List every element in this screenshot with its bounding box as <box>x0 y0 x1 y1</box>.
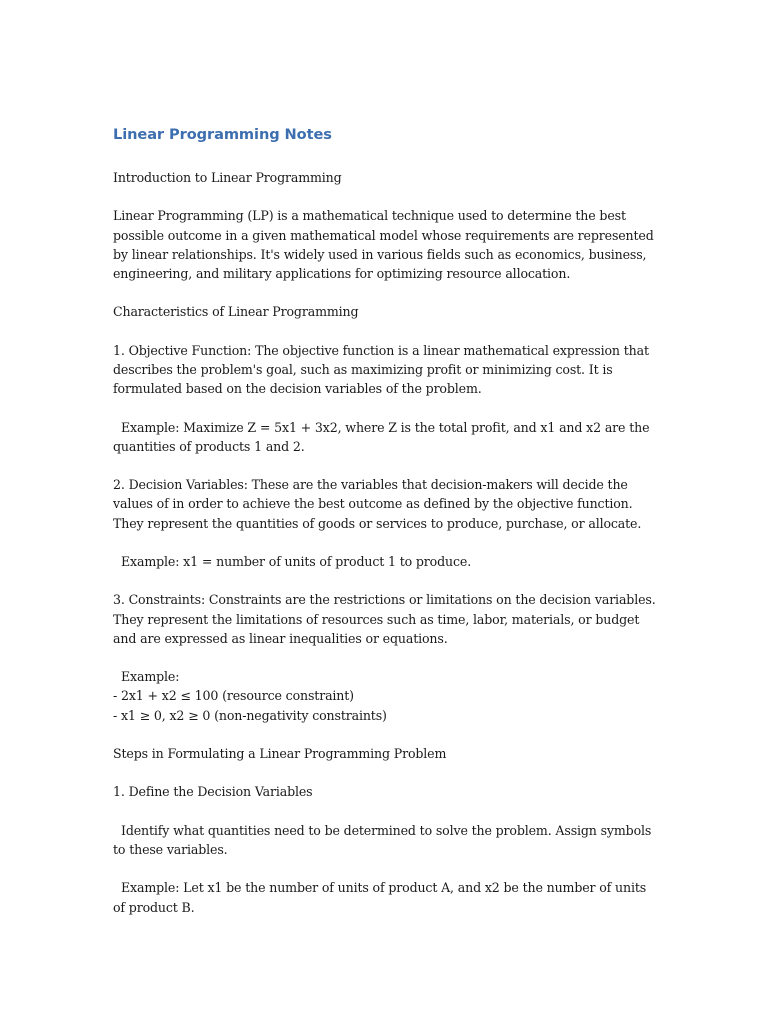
characteristics-heading: Characteristics of Linear Programming <box>113 304 359 320</box>
intro-heading: Introduction to Linear Programming <box>113 170 342 185</box>
constraints-paragraph: 3. Constraints: Constraints are the restrictions or limitations on the decision variables. They represent the limitations of resources such as time, labor, materials, or budget and are expressed as linear inequalities or equations. <box>113 592 656 646</box>
constraints-example-line-2: - x1 ≥ 0, x2 ≥ 0 (non-negativity constraints) <box>113 707 387 723</box>
step1-text: Identify what quantities need to be determined to solve the problem. Assign symbols to these variables. <box>113 822 652 857</box>
document-content <box>113 124 658 936</box>
steps-heading: Steps in Formulating a Linear Programming Problem <box>113 745 447 761</box>
constraints-example-block <box>113 667 658 725</box>
constraints-example-line-1: - 2x1 + x2 ≤ 100 (resource constraint) <box>113 688 354 704</box>
decision-example: Example: x1 = number of units of product 1 to produce. <box>121 553 472 569</box>
objective-function-paragraph: 1. Objective Function: The objective function is a linear mathematical expression that describes the problem's goal, such as maximizing profit or minimizing cost. It is formulated based on the decision variables of the problem. <box>113 342 649 397</box>
objective-example: Example: Maximize Z = 5x1 + 3x2, where Z is the total profit, and x1 and x2 are the quantities of products 1 and 2. <box>113 419 650 454</box>
intro-paragraph: Linear Programming (LP) is a mathematical technique used to determine the best possible outcome in a given mathematical model whose requirements are represented by linear relationships. It's widely used in various fields such as economics, business, engineering, and military applications for optimizing resource allocation. <box>113 208 654 281</box>
step1-heading: 1. Define the Decision Variables <box>113 784 313 800</box>
page-title: Linear Programming Notes <box>113 126 332 143</box>
step1-example: Example: Let x1 be the number of units of product A, and x2 be the number of units of product B. <box>113 880 647 915</box>
constraints-example-label: Example: <box>121 669 180 685</box>
decision-variables-paragraph: 2. Decision Variables: These are the variables that decision-makers will decide the values of in order to achieve the best outcome as defined by the objective function. They represent the quantities of goods or services to produce, purchase, or allocate. <box>113 477 642 531</box>
